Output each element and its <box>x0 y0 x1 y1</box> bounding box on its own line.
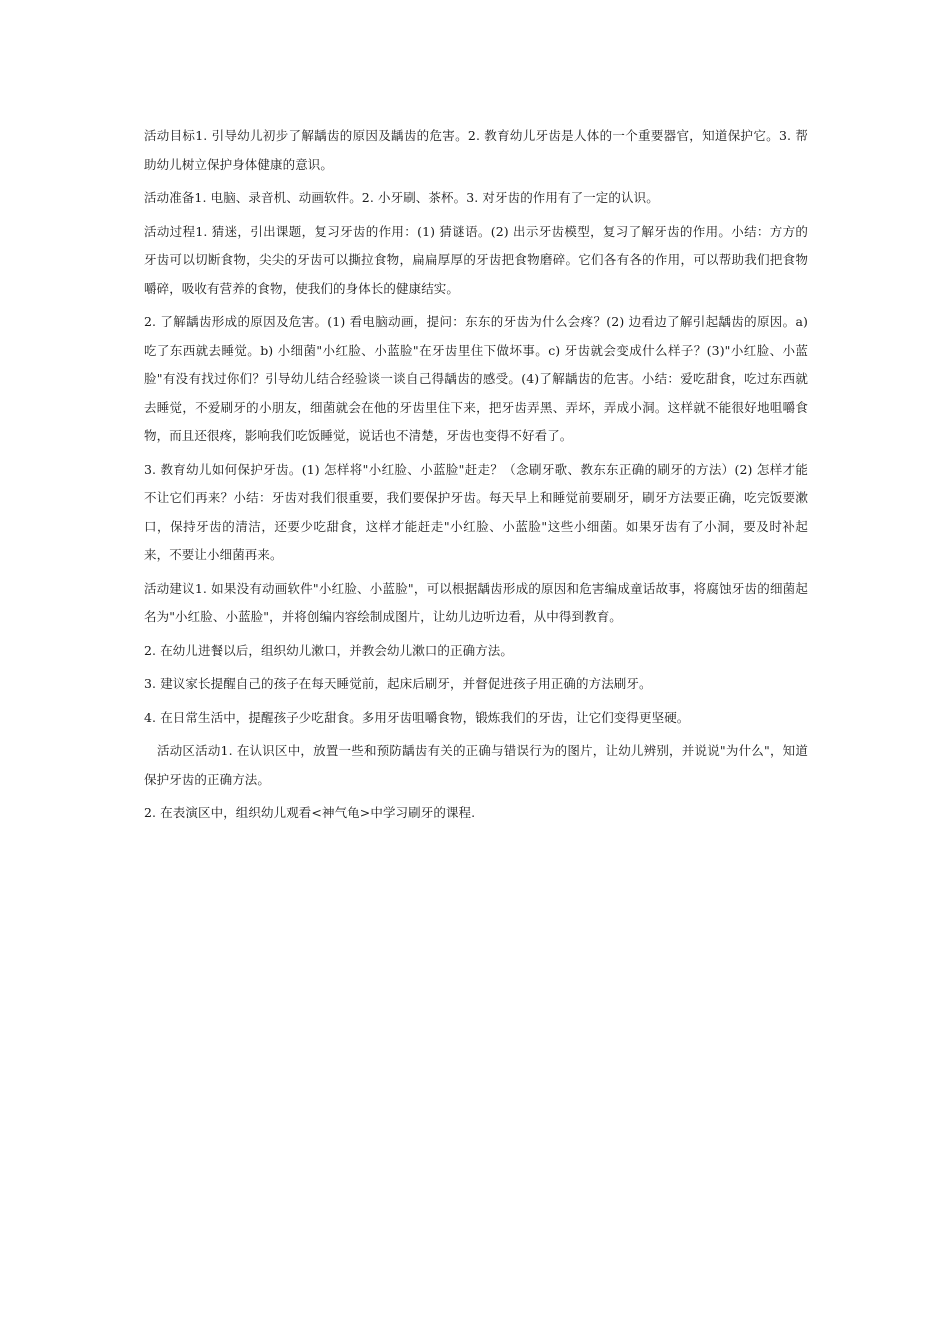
paragraph-activity-goals: 活动目标1. 引导幼儿初步了解龋齿的原因及龋齿的危害。2. 教育幼儿牙齿是人体的一个重要器官，知道保护它。3. 帮助幼儿树立保护身体健康的意识。 <box>144 128 808 172</box>
paragraph-area-activity-2: 2. 在表演区中，组织幼儿观看<神气龟>中学习刷牙的课程. <box>144 805 476 820</box>
paragraph-area-activity: 活动区活动1. 在认识区中，放置一些和预防龋齿有关的正确与错误行为的图片，让幼儿辨别，并说说"为什么"，知道保护牙齿的正确方法。 <box>144 743 808 787</box>
paragraph-suggestion-3: 3. 建议家长提醒自己的孩子在每天睡觉前，起床后刷牙，并督促进孩子用正确的方法刷牙。 <box>144 676 652 691</box>
paragraph-process-step-3: 3. 教育幼儿如何保护牙齿。(1) 怎样将"小红脸、小蓝脸"赶走？（念刷牙歌、教东东正确的刷牙的方法）(2) 怎样才能不让它们再来？小结：牙齿对我们很重要，我们要保护牙齿。每天早上和睡觉前要刷牙，刷牙方法要正确，吃完饭要漱口，保持牙齿的清洁，还要少吃甜食，这样才能赶走"小红脸、小蓝脸"这些小细菌。如果牙齿有了小洞，要及时补起来，不要让小细菌再来。 <box>144 461 808 562</box>
paragraph-activity-preparation: 活动准备1. 电脑、录音机、动画软件。2. 小牙刷、茶杯。3. 对牙齿的作用有了一定的认识。 <box>144 190 659 205</box>
paragraph-suggestion-2: 2. 在幼儿进餐以后，组织幼儿漱口，并教会幼儿漱口的正确方法。 <box>144 642 514 658</box>
paragraph-process-step-2: 2. 了解龋齿形成的原因及危害。(1) 看电脑动画，提问：东东的牙齿为什么会疼？(2) 边看边了解引起龋齿的原因。a) 吃了东西就去睡觉。b) 小细菌"小红脸、小蓝脸"在牙齿里住下做坏事。c) 牙齿就会变成什么样子？(3)"小红脸、小蓝脸"有没有找过你们？引导幼儿结合经验谈一谈自己得龋齿的感受。(4)了解龋齿的危害。小结：爱吃甜食，吃过东西就去睡觉，不爱刷牙的小朋友，细菌就会在他的牙齿里住下来，把牙齿弄黑、弄坏，弄成小洞。这样就不能很好地咀嚼食物，而且还很疼，影响我们吃饭睡觉，说话也不清楚，牙齿也变得不好看了。 <box>144 314 808 443</box>
document-page <box>144 122 808 833</box>
paragraph-activity-suggestion: 活动建议1. 如果没有动画软件"小红脸、小蓝脸"，可以根据龋齿形成的原因和危害编成童话故事，将腐蚀牙齿的细菌起名为"小红脸、小蓝脸"，并将创编内容绘制成图片，让幼儿边听边看，从中得到教育。 <box>144 580 808 624</box>
paragraph-suggestion-4: 4. 在日常生活中，提醒孩子少吃甜食。多用牙齿咀嚼食物，锻炼我们的牙齿，让它们变得更坚硬。 <box>144 709 690 725</box>
paragraph-activity-process: 活动过程1. 猜迷，引出课题，复习牙齿的作用：(1) 猜谜语。(2) 出示牙齿模型，复习了解牙齿的作用。小结：方方的牙齿可以切断食物，尖尖的牙齿可以撕拉食物，扁扁厚厚的牙齿把食物磨碎。它们各有各的作用，可以帮助我们把食物嚼碎，吸收有营养的食物，使我们的身体长的健康结实。 <box>144 223 808 296</box>
